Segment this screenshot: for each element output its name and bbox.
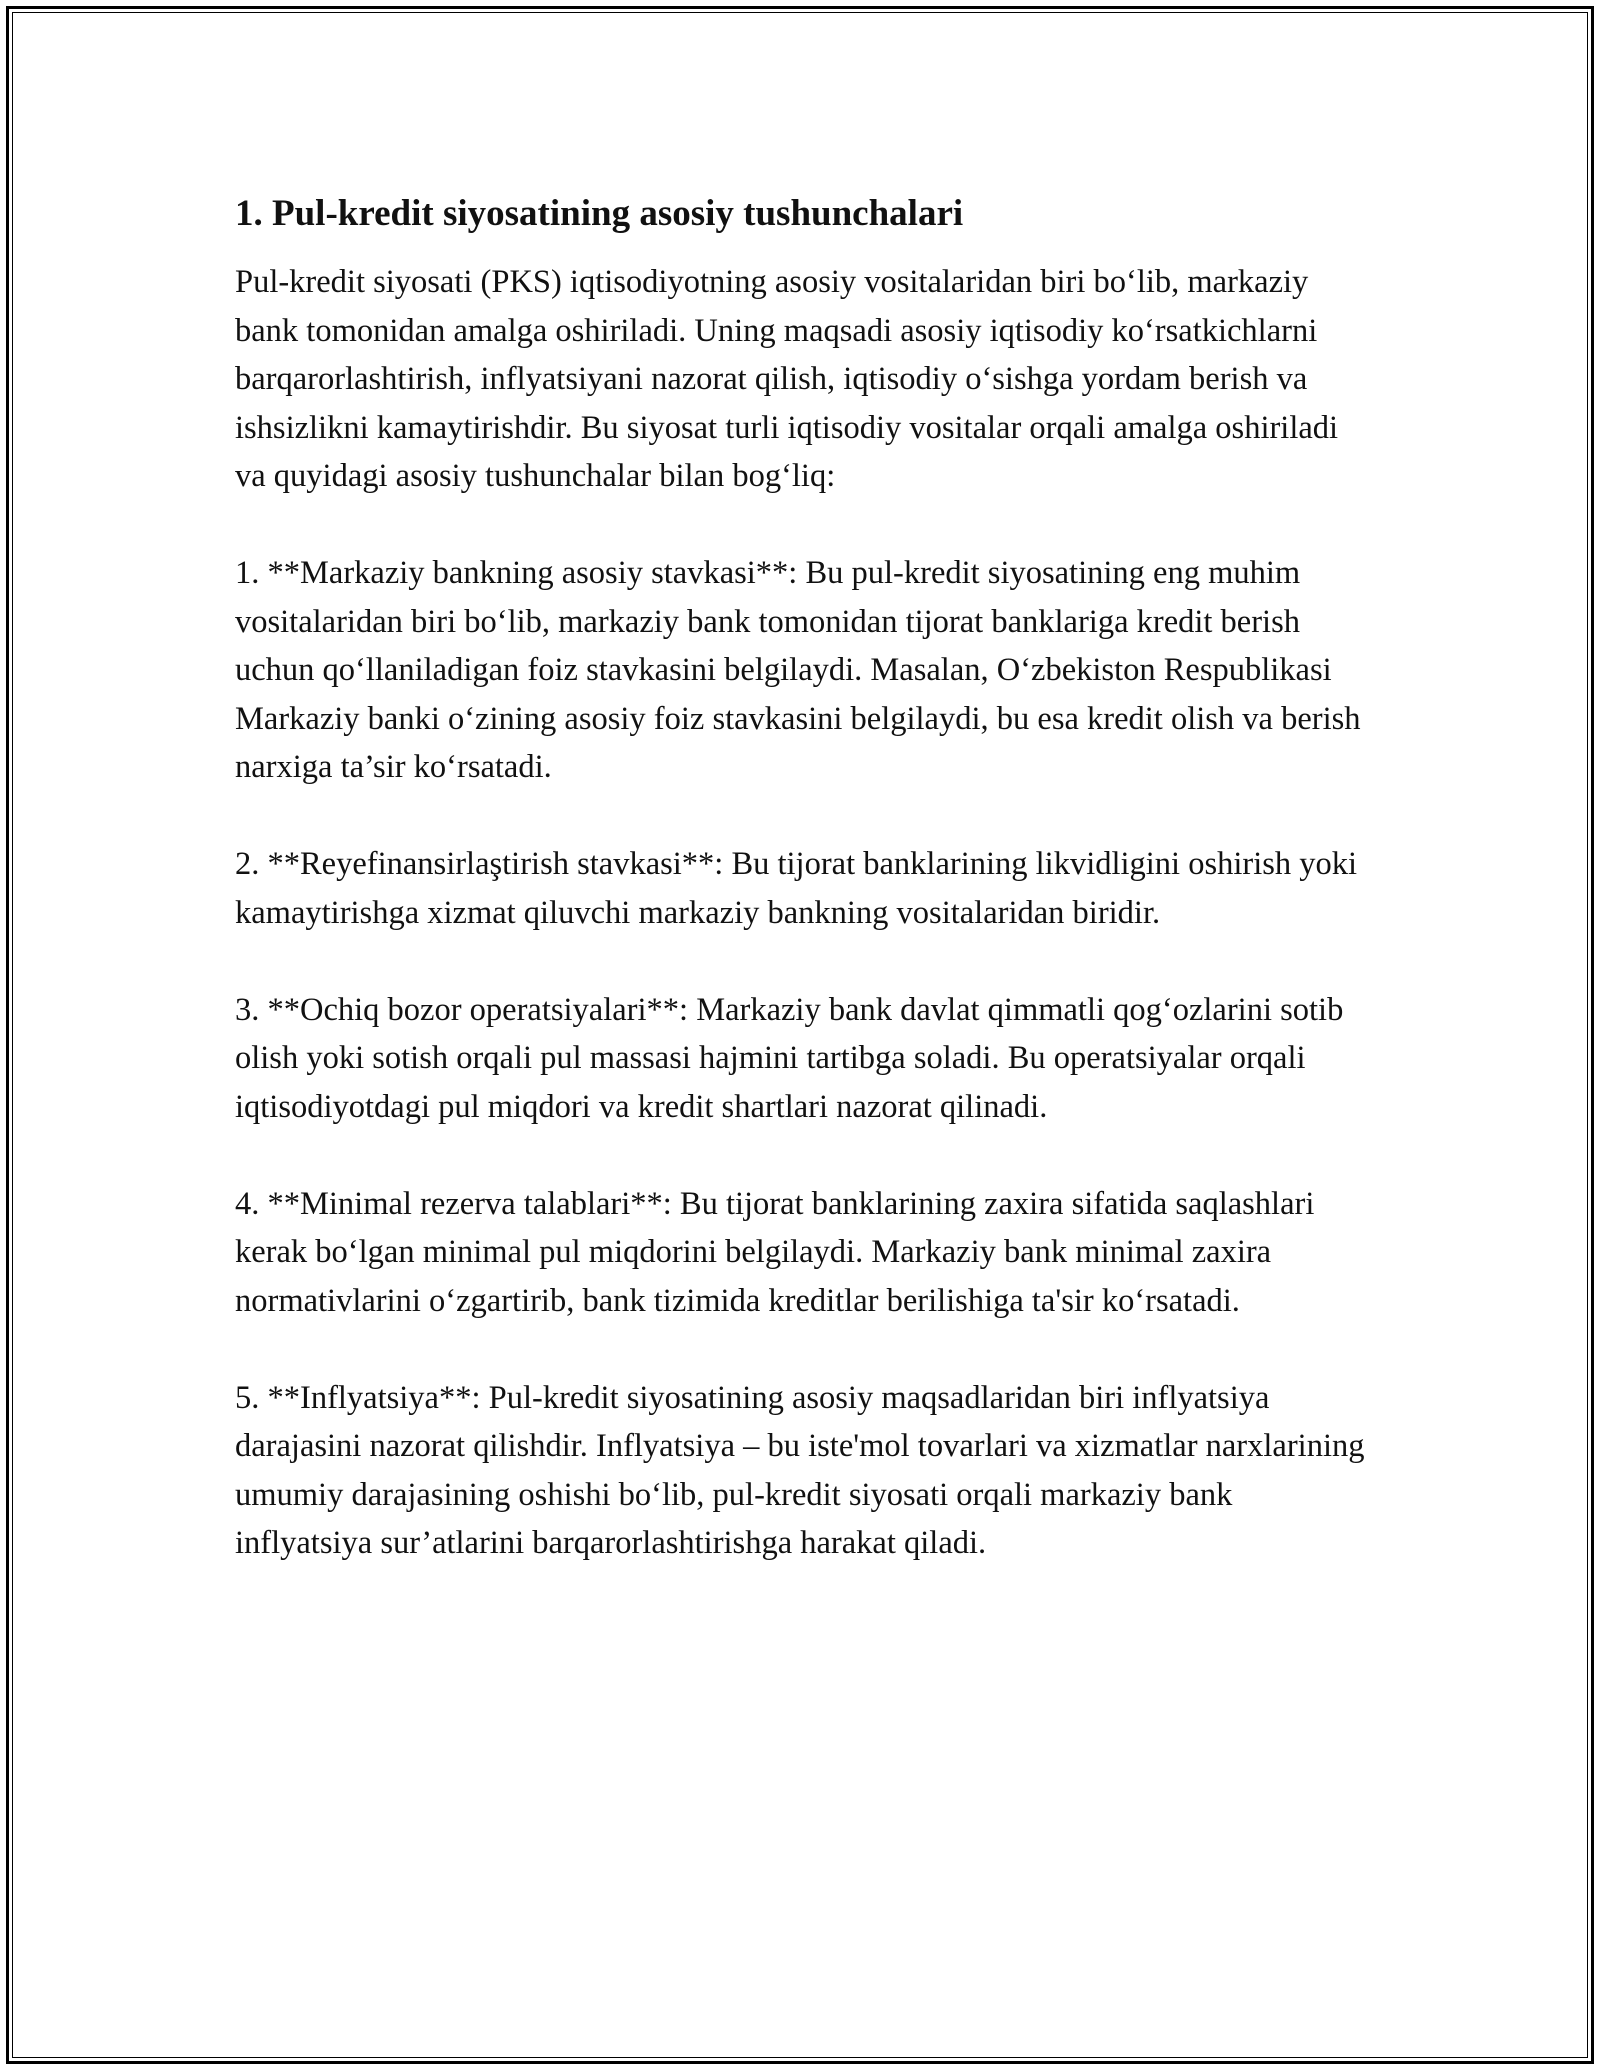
intro-paragraph: Pul-kredit siyosati (PKS) iqtisodiyotning asosiy vositalaridan biri bo‘lib, markaziy bank tomonidan amalga oshiriladi. Uning maqsadi asosiy iqtisodiy ko‘rsatkichlarni barqarorlashtirish, inflyatsiyani nazorat qilish, iqtisodiy o‘sishga yordam berish va ishsizlikni kamaytirishdir. Bu siyosat turli iqtisodiy vositalar orqali amalga oshiriladi va quyidagi asosiy tushunchalar bilan bog‘liq: (235, 264, 1339, 494)
item-ochiq-bozor-operatsiyalari: 3. **Ochiq bozor operatsiyalari**: Markaziy bank davlat qimmatli qog‘ozlarini sotib olish yoki sotish orqali pul massasi hajmini tartibga soladi. Bu operatsiyalar orqali iqtisodiyotdagi pul miqdori va kredit shartlari nazorat qilinadi. (235, 991, 1344, 1125)
item-inflyatsiya: 5. **Inflyatsiya**: Pul-kredit siyosatining asosiy maqsadlaridan biri inflyatsiya darajasini nazorat qilishdir. Inflyatsiya – bu iste'mol tovarlari va xizmatlar narxlarining umumiy darajasining oshishi bo‘lib, pul-kredit siyosati orqali markaziy bank inflyatsiya sur’atlarini barqarorlashtirishga harakat qiladi. (235, 1379, 1365, 1561)
item-minimal-rezerva-talablari: 4. **Minimal rezerva talablari**: Bu tijorat banklarining zaxira sifatida saqlashlari kerak bo‘lgan minimal pul miqdorini belgilaydi. Markaziy bank minimal zaxira normativlarini o‘zgartirib, bank tizimida kreditlar berilishiga ta'sir ko‘rsatadi. (235, 1185, 1315, 1319)
section-heading: 1. Pul-kredit siyosatining asosiy tushunchalari (235, 193, 964, 234)
item-markaziy-bank-stavkasi: 1. **Markaziy bankning asosiy stavkasi**: Bu pul-kredit siyosatining eng muhim vositalaridan biri bo‘lib, markaziy bank tomonidan tijorat banklariga kredit berish uchun qo‘llaniladigan foiz stavkasini belgilaydi. Masalan, O‘zbekiston Respublikasi Markaziy banki o‘zining asosiy foiz stavkasini belgilaydi, bu esa kredit olish va berish narxiga ta’sir ko‘rsatadi. (235, 555, 1361, 785)
item-reyefinansirlash-stavkasi: 2. **Reyefinansirlaştirish stavkasi**: Bu tijorat banklarining likvidligini oshirish yoki kamaytirishga xizmat qiluvchi markaziy bankning vositalaridan biridir. (235, 846, 1358, 931)
document-body (235, 188, 1375, 1616)
